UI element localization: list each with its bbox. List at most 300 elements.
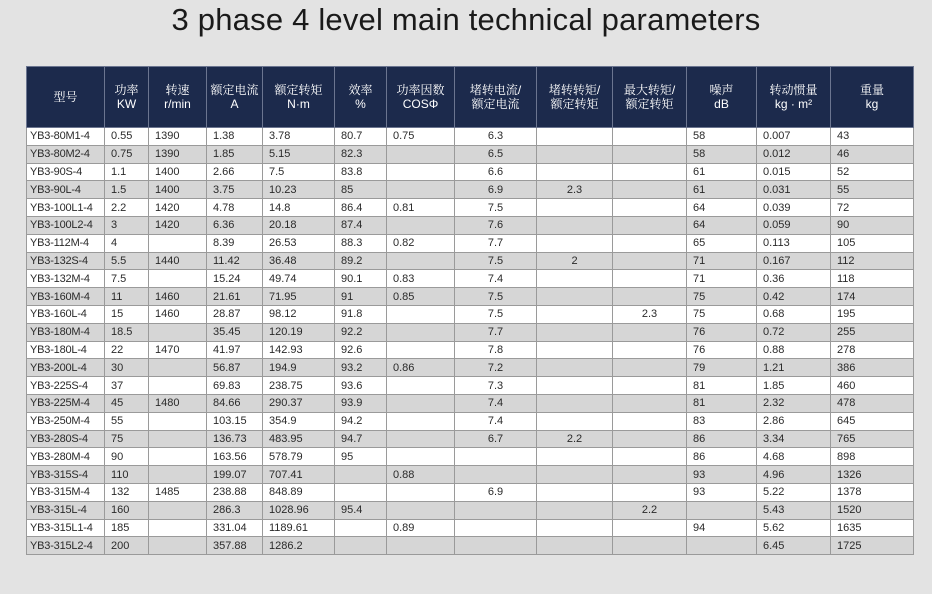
power-factor-cell	[387, 305, 455, 323]
noise-cell: 75	[687, 305, 757, 323]
inertia-cell: 4.68	[757, 448, 831, 466]
speed-cell	[149, 501, 207, 519]
max-torque-cell: 2.2	[613, 501, 687, 519]
inertia-cell: 4.96	[757, 466, 831, 484]
locked-rotor-current-cell	[455, 537, 537, 555]
locked-rotor-torque-cell	[537, 394, 613, 412]
noise-cell: 64	[687, 199, 757, 217]
max-torque-cell	[613, 145, 687, 163]
noise-cell: 93	[687, 466, 757, 484]
table-row	[27, 128, 914, 146]
inertia-cell: 0.68	[757, 305, 831, 323]
power-cell: 200	[105, 537, 149, 555]
efficiency-cell	[335, 466, 387, 484]
weight-cell: 1326	[831, 466, 914, 484]
rated-torque-cell: 7.5	[263, 163, 335, 181]
power-factor-cell	[387, 430, 455, 448]
header-power: 功率 KW	[105, 67, 149, 128]
weight-cell: 43	[831, 128, 914, 146]
locked-rotor-torque-cell	[537, 145, 613, 163]
power-factor-cell: 0.82	[387, 234, 455, 252]
rated-current-cell: 69.83	[207, 377, 263, 395]
max-torque-cell	[613, 216, 687, 234]
locked-rotor-torque-cell	[537, 537, 613, 555]
inertia-cell: 0.167	[757, 252, 831, 270]
table-row	[27, 519, 914, 537]
rated-current-cell: 1.85	[207, 145, 263, 163]
max-torque-cell	[613, 430, 687, 448]
table-row	[27, 412, 914, 430]
locked-rotor-torque-cell	[537, 341, 613, 359]
locked-rotor-current-cell: 6.5	[455, 145, 537, 163]
rated-current-cell: 136.73	[207, 430, 263, 448]
weight-cell: 460	[831, 377, 914, 395]
locked-rotor-torque-cell: 2.3	[537, 181, 613, 199]
locked-rotor-current-cell: 7.3	[455, 377, 537, 395]
noise-cell: 81	[687, 394, 757, 412]
speed-cell: 1460	[149, 288, 207, 306]
locked-rotor-current-cell: 7.5	[455, 252, 537, 270]
rated-torque-cell: 36.48	[263, 252, 335, 270]
power-factor-cell: 0.81	[387, 199, 455, 217]
efficiency-cell: 80.7	[335, 128, 387, 146]
power-factor-cell	[387, 448, 455, 466]
locked-rotor-current-cell: 7.4	[455, 270, 537, 288]
locked-rotor-current-cell: 6.3	[455, 128, 537, 146]
power-cell: 75	[105, 430, 149, 448]
locked-rotor-torque-cell	[537, 501, 613, 519]
locked-rotor-current-cell: 6.7	[455, 430, 537, 448]
power-factor-cell	[387, 377, 455, 395]
efficiency-cell: 94.2	[335, 412, 387, 430]
rated-torque-cell: 5.15	[263, 145, 335, 163]
table-row	[27, 359, 914, 377]
efficiency-cell	[335, 483, 387, 501]
locked-rotor-torque-cell	[537, 466, 613, 484]
efficiency-cell: 93.9	[335, 394, 387, 412]
weight-cell: 195	[831, 305, 914, 323]
locked-rotor-torque-cell	[537, 234, 613, 252]
table-row	[27, 323, 914, 341]
rated-torque-cell: 578.79	[263, 448, 335, 466]
noise-cell: 83	[687, 412, 757, 430]
max-torque-cell	[613, 323, 687, 341]
table-row	[27, 537, 914, 555]
model-cell: YB3-280M-4	[27, 448, 105, 466]
max-torque-cell	[613, 412, 687, 430]
power-factor-cell: 0.85	[387, 288, 455, 306]
power-cell: 0.55	[105, 128, 149, 146]
rated-torque-cell: 483.95	[263, 430, 335, 448]
noise-cell: 76	[687, 341, 757, 359]
table-row	[27, 305, 914, 323]
max-torque-cell	[613, 163, 687, 181]
noise-cell: 58	[687, 145, 757, 163]
rated-current-cell: 238.88	[207, 483, 263, 501]
rated-torque-cell: 194.9	[263, 359, 335, 377]
efficiency-cell: 86.4	[335, 199, 387, 217]
power-cell: 22	[105, 341, 149, 359]
rated-torque-cell: 3.78	[263, 128, 335, 146]
speed-cell	[149, 466, 207, 484]
efficiency-cell	[335, 519, 387, 537]
model-cell: YB3-100L1-4	[27, 199, 105, 217]
weight-cell: 898	[831, 448, 914, 466]
noise-cell: 71	[687, 252, 757, 270]
power-cell: 0.75	[105, 145, 149, 163]
inertia-cell: 0.031	[757, 181, 831, 199]
weight-cell: 174	[831, 288, 914, 306]
weight-cell: 255	[831, 323, 914, 341]
header-weight: 重量 kg	[831, 67, 914, 128]
efficiency-cell: 94.7	[335, 430, 387, 448]
table-row	[27, 483, 914, 501]
locked-rotor-torque-cell	[537, 519, 613, 537]
model-cell: YB3-80M1-4	[27, 128, 105, 146]
speed-cell	[149, 270, 207, 288]
speed-cell: 1420	[149, 216, 207, 234]
rated-torque-cell: 20.18	[263, 216, 335, 234]
weight-cell: 386	[831, 359, 914, 377]
model-cell: YB3-280S-4	[27, 430, 105, 448]
speed-cell: 1390	[149, 145, 207, 163]
locked-rotor-torque-cell	[537, 305, 613, 323]
rated-current-cell: 28.87	[207, 305, 263, 323]
rated-torque-cell: 14.8	[263, 199, 335, 217]
power-factor-cell: 0.89	[387, 519, 455, 537]
max-torque-cell	[613, 270, 687, 288]
model-cell: YB3-132S-4	[27, 252, 105, 270]
noise-cell: 86	[687, 448, 757, 466]
rated-torque-cell: 1028.96	[263, 501, 335, 519]
model-cell: YB3-250M-4	[27, 412, 105, 430]
speed-cell: 1460	[149, 305, 207, 323]
max-torque-cell	[613, 483, 687, 501]
power-cell: 2.2	[105, 199, 149, 217]
speed-cell: 1420	[149, 199, 207, 217]
power-factor-cell	[387, 145, 455, 163]
locked-rotor-current-cell: 7.7	[455, 323, 537, 341]
rated-current-cell: 103.15	[207, 412, 263, 430]
table-row	[27, 181, 914, 199]
weight-cell: 278	[831, 341, 914, 359]
table-row	[27, 145, 914, 163]
header-rated-torque: 额定转矩 N·m	[263, 67, 335, 128]
noise-cell	[687, 537, 757, 555]
table-body	[27, 128, 914, 555]
inertia-cell: 2.32	[757, 394, 831, 412]
rated-current-cell: 84.66	[207, 394, 263, 412]
efficiency-cell: 88.3	[335, 234, 387, 252]
rated-current-cell: 56.87	[207, 359, 263, 377]
speed-cell	[149, 377, 207, 395]
weight-cell: 46	[831, 145, 914, 163]
locked-rotor-torque-cell	[537, 359, 613, 377]
locked-rotor-torque-cell	[537, 483, 613, 501]
power-cell: 55	[105, 412, 149, 430]
speed-cell: 1470	[149, 341, 207, 359]
power-cell: 110	[105, 466, 149, 484]
locked-rotor-torque-cell	[537, 323, 613, 341]
model-cell: YB3-315L2-4	[27, 537, 105, 555]
weight-cell: 118	[831, 270, 914, 288]
noise-cell: 93	[687, 483, 757, 501]
power-cell: 37	[105, 377, 149, 395]
efficiency-cell: 92.6	[335, 341, 387, 359]
weight-cell: 52	[831, 163, 914, 181]
locked-rotor-current-cell: 7.4	[455, 394, 537, 412]
power-cell: 132	[105, 483, 149, 501]
rated-torque-cell: 120.19	[263, 323, 335, 341]
header-model: 型号	[27, 67, 105, 128]
inertia-cell: 3.34	[757, 430, 831, 448]
speed-cell: 1400	[149, 163, 207, 181]
rated-torque-cell: 1286.2	[263, 537, 335, 555]
model-cell: YB3-180L-4	[27, 341, 105, 359]
model-cell: YB3-315S-4	[27, 466, 105, 484]
rated-torque-cell: 71.95	[263, 288, 335, 306]
header-efficiency: 效率 %	[335, 67, 387, 128]
power-factor-cell: 0.86	[387, 359, 455, 377]
rated-current-cell: 35.45	[207, 323, 263, 341]
weight-cell: 765	[831, 430, 914, 448]
rated-current-cell: 2.66	[207, 163, 263, 181]
power-cell: 5.5	[105, 252, 149, 270]
inertia-cell: 0.039	[757, 199, 831, 217]
speed-cell	[149, 359, 207, 377]
inertia-cell: 0.42	[757, 288, 831, 306]
speed-cell	[149, 519, 207, 537]
power-cell: 15	[105, 305, 149, 323]
speed-cell: 1390	[149, 128, 207, 146]
power-factor-cell: 0.75	[387, 128, 455, 146]
inertia-cell: 2.86	[757, 412, 831, 430]
locked-rotor-current-cell: 7.2	[455, 359, 537, 377]
power-factor-cell	[387, 394, 455, 412]
weight-cell: 1520	[831, 501, 914, 519]
locked-rotor-torque-cell: 2	[537, 252, 613, 270]
speed-cell	[149, 448, 207, 466]
max-torque-cell	[613, 466, 687, 484]
weight-cell: 478	[831, 394, 914, 412]
header-speed: 转速 r/min	[149, 67, 207, 128]
max-torque-cell	[613, 128, 687, 146]
max-torque-cell	[613, 234, 687, 252]
speed-cell: 1480	[149, 394, 207, 412]
inertia-cell: 0.007	[757, 128, 831, 146]
efficiency-cell: 83.8	[335, 163, 387, 181]
power-factor-cell	[387, 483, 455, 501]
power-cell: 1.5	[105, 181, 149, 199]
inertia-cell: 0.88	[757, 341, 831, 359]
rated-current-cell: 15.24	[207, 270, 263, 288]
locked-rotor-current-cell: 7.4	[455, 412, 537, 430]
locked-rotor-torque-cell	[537, 199, 613, 217]
max-torque-cell	[613, 377, 687, 395]
power-factor-cell	[387, 341, 455, 359]
weight-cell: 1378	[831, 483, 914, 501]
table-row	[27, 216, 914, 234]
efficiency-cell: 91	[335, 288, 387, 306]
efficiency-cell: 90.1	[335, 270, 387, 288]
weight-cell: 1725	[831, 537, 914, 555]
rated-current-cell: 21.61	[207, 288, 263, 306]
power-factor-cell: 0.83	[387, 270, 455, 288]
power-cell: 1.1	[105, 163, 149, 181]
power-cell: 90	[105, 448, 149, 466]
header-row	[27, 67, 914, 128]
efficiency-cell	[335, 537, 387, 555]
model-cell: YB3-160M-4	[27, 288, 105, 306]
noise-cell: 76	[687, 323, 757, 341]
power-cell: 7.5	[105, 270, 149, 288]
locked-rotor-current-cell	[455, 519, 537, 537]
inertia-cell: 5.22	[757, 483, 831, 501]
locked-rotor-current-cell: 6.9	[455, 483, 537, 501]
model-cell: YB3-112M-4	[27, 234, 105, 252]
rated-torque-cell: 26.53	[263, 234, 335, 252]
locked-rotor-current-cell: 7.5	[455, 199, 537, 217]
table-row	[27, 252, 914, 270]
efficiency-cell: 93.6	[335, 377, 387, 395]
rated-current-cell: 4.78	[207, 199, 263, 217]
speed-cell	[149, 234, 207, 252]
noise-cell: 94	[687, 519, 757, 537]
rated-torque-cell: 142.93	[263, 341, 335, 359]
rated-torque-cell: 98.12	[263, 305, 335, 323]
header-locked-rotor-torque: 堵转转矩/ 额定转矩	[537, 67, 613, 128]
weight-cell: 55	[831, 181, 914, 199]
speed-cell: 1440	[149, 252, 207, 270]
model-cell: YB3-90L-4	[27, 181, 105, 199]
speed-cell	[149, 430, 207, 448]
rated-current-cell: 8.39	[207, 234, 263, 252]
model-cell: YB3-225M-4	[27, 394, 105, 412]
power-factor-cell	[387, 501, 455, 519]
table-row	[27, 341, 914, 359]
noise-cell: 71	[687, 270, 757, 288]
weight-cell: 90	[831, 216, 914, 234]
inertia-cell: 0.059	[757, 216, 831, 234]
rated-torque-cell: 354.9	[263, 412, 335, 430]
efficiency-cell: 93.2	[335, 359, 387, 377]
rated-torque-cell: 1189.61	[263, 519, 335, 537]
parameters-table	[26, 66, 914, 555]
weight-cell: 72	[831, 199, 914, 217]
rated-current-cell: 41.97	[207, 341, 263, 359]
rated-torque-cell: 707.41	[263, 466, 335, 484]
locked-rotor-current-cell: 7.8	[455, 341, 537, 359]
max-torque-cell	[613, 359, 687, 377]
page-title: 3 phase 4 level main technical parameters	[171, 2, 761, 37]
max-torque-cell	[613, 181, 687, 199]
rated-current-cell: 199.07	[207, 466, 263, 484]
model-cell: YB3-90S-4	[27, 163, 105, 181]
table-row	[27, 199, 914, 217]
max-torque-cell: 2.3	[613, 305, 687, 323]
max-torque-cell	[613, 448, 687, 466]
table-row	[27, 501, 914, 519]
power-cell: 18.5	[105, 323, 149, 341]
weight-cell: 1635	[831, 519, 914, 537]
rated-current-cell: 163.56	[207, 448, 263, 466]
model-cell: YB3-315L1-4	[27, 519, 105, 537]
inertia-cell: 5.62	[757, 519, 831, 537]
rated-current-cell: 331.04	[207, 519, 263, 537]
table-row	[27, 234, 914, 252]
model-cell: YB3-200L-4	[27, 359, 105, 377]
rated-current-cell: 6.36	[207, 216, 263, 234]
header-power-factor: 功率因数 COSΦ	[387, 67, 455, 128]
noise-cell: 65	[687, 234, 757, 252]
table-row	[27, 270, 914, 288]
locked-rotor-current-cell	[455, 448, 537, 466]
rated-torque-cell: 238.75	[263, 377, 335, 395]
max-torque-cell	[613, 252, 687, 270]
efficiency-cell: 95	[335, 448, 387, 466]
weight-cell: 105	[831, 234, 914, 252]
noise-cell: 81	[687, 377, 757, 395]
table-row	[27, 288, 914, 306]
power-cell: 3	[105, 216, 149, 234]
locked-rotor-current-cell: 7.7	[455, 234, 537, 252]
efficiency-cell: 89.2	[335, 252, 387, 270]
rated-current-cell: 1.38	[207, 128, 263, 146]
max-torque-cell	[613, 537, 687, 555]
inertia-cell: 5.43	[757, 501, 831, 519]
model-cell: YB3-315M-4	[27, 483, 105, 501]
inertia-cell: 0.72	[757, 323, 831, 341]
efficiency-cell: 85	[335, 181, 387, 199]
locked-rotor-torque-cell	[537, 216, 613, 234]
power-factor-cell	[387, 181, 455, 199]
noise-cell: 61	[687, 181, 757, 199]
speed-cell: 1400	[149, 181, 207, 199]
rated-torque-cell: 10.23	[263, 181, 335, 199]
power-cell: 4	[105, 234, 149, 252]
rated-torque-cell: 848.89	[263, 483, 335, 501]
inertia-cell: 0.015	[757, 163, 831, 181]
header-max-torque: 最大转矩/ 额定转矩	[613, 67, 687, 128]
speed-cell	[149, 537, 207, 555]
noise-cell: 58	[687, 128, 757, 146]
inertia-cell: 0.36	[757, 270, 831, 288]
inertia-cell: 0.113	[757, 234, 831, 252]
locked-rotor-torque-cell	[537, 377, 613, 395]
header-noise: 噪声 dB	[687, 67, 757, 128]
table-row	[27, 448, 914, 466]
inertia-cell: 0.012	[757, 145, 831, 163]
noise-cell: 61	[687, 163, 757, 181]
model-cell: YB3-315L-4	[27, 501, 105, 519]
rated-current-cell: 3.75	[207, 181, 263, 199]
model-cell: YB3-225S-4	[27, 377, 105, 395]
locked-rotor-current-cell: 7.5	[455, 288, 537, 306]
locked-rotor-torque-cell	[537, 412, 613, 430]
noise-cell	[687, 501, 757, 519]
model-cell: YB3-160L-4	[27, 305, 105, 323]
max-torque-cell	[613, 199, 687, 217]
rated-torque-cell: 49.74	[263, 270, 335, 288]
locked-rotor-torque-cell	[537, 288, 613, 306]
max-torque-cell	[613, 519, 687, 537]
weight-cell: 645	[831, 412, 914, 430]
power-cell: 30	[105, 359, 149, 377]
header-inertia: 转动惯量 kg · m²	[757, 67, 831, 128]
noise-cell: 75	[687, 288, 757, 306]
efficiency-cell: 87.4	[335, 216, 387, 234]
table-row	[27, 466, 914, 484]
